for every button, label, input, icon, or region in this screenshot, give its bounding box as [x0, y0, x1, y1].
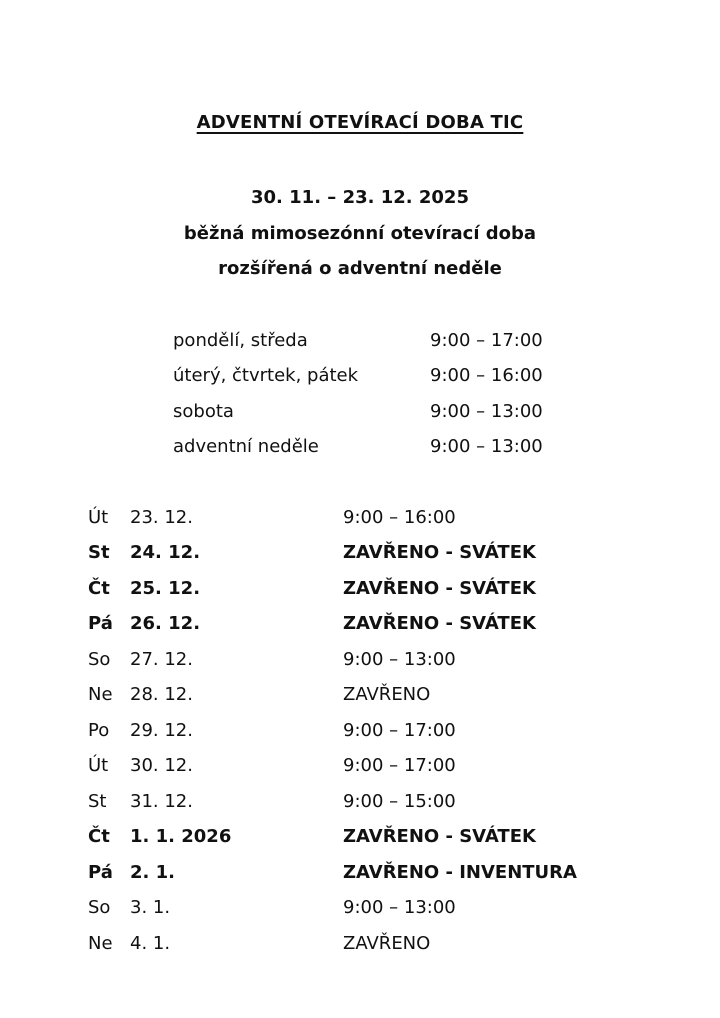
hours-value: 9:00 – 17:00 [430, 329, 543, 351]
schedule-row [0, 926, 720, 962]
regular-hours-table [0, 323, 720, 465]
date-cell: 27. 12. [130, 648, 193, 670]
schedule-row [0, 571, 720, 607]
status-cell: 9:00 – 13:00 [343, 648, 456, 670]
regular-hours-row [0, 323, 720, 359]
weekday-label: úterý, čtvrtek, pátek [173, 365, 359, 386]
date-cell: 23. 12. [130, 506, 193, 528]
schedule-row [0, 890, 720, 926]
status-cell: ZAVŘENO - INVENTURA [343, 861, 577, 883]
schedule-row [0, 784, 720, 820]
schedule-row [0, 819, 720, 855]
day-cell: Pá [88, 613, 113, 634]
date-cell: 31. 12. [130, 790, 193, 812]
day-cell: So [88, 897, 111, 918]
date-cell: 30. 12. [130, 755, 193, 776]
schedule-row [0, 748, 720, 784]
status-cell: 9:00 – 17:00 [343, 719, 456, 741]
date-cell: 24. 12. [130, 542, 201, 563]
status-cell: 9:00 – 13:00 [343, 897, 456, 918]
weekday-label: adventní neděle [173, 436, 319, 457]
status-cell: ZAVŘENO [343, 684, 431, 705]
daily-schedule-table [0, 500, 720, 962]
page-title: ADVENTNÍ OTEVÍRACÍ DOBA TIC [196, 112, 524, 133]
schedule-row [0, 606, 720, 642]
schedule-row [0, 500, 720, 536]
status-cell: ZAVŘENO - SVÁTEK [343, 826, 536, 847]
date-cell: 4. 1. [130, 932, 171, 954]
schedule-row [0, 677, 720, 713]
date-cell: 2. 1. [130, 861, 175, 883]
date-range: 30. 11. – 23. 12. 2025 [251, 187, 469, 208]
hours-value: 9:00 – 16:00 [430, 365, 543, 386]
status-cell: 9:00 – 17:00 [343, 755, 456, 776]
subtitle-line: běžná mimosezónní otevírací doba [183, 222, 537, 244]
regular-hours-row [0, 394, 720, 430]
regular-hours-row [0, 429, 720, 465]
status-cell: ZAVŘENO - SVÁTEK [343, 577, 536, 599]
day-cell: Út [88, 755, 109, 776]
date-cell: 25. 12. [130, 577, 201, 599]
day-cell: St [88, 790, 107, 812]
schedule-row [0, 713, 720, 749]
day-cell: So [88, 648, 111, 670]
status-cell: ZAVŘENO - SVÁTEK [343, 613, 536, 634]
date-cell: 3. 1. [130, 897, 171, 918]
subtitle-block [0, 180, 720, 287]
day-cell: Ne [88, 932, 113, 954]
status-cell: 9:00 – 15:00 [343, 790, 456, 812]
day-cell: Po [88, 719, 110, 741]
day-cell: St [88, 542, 110, 563]
status-cell: ZAVŘENO - SVÁTEK [343, 542, 536, 563]
date-cell: 29. 12. [130, 719, 193, 741]
schedule-row [0, 535, 720, 571]
schedule-row [0, 855, 720, 891]
hours-value: 9:00 – 13:00 [430, 400, 543, 422]
day-cell: Út [88, 506, 109, 528]
day-cell: Ne [88, 684, 113, 705]
regular-hours-row [0, 358, 720, 394]
date-cell: 26. 12. [130, 613, 201, 634]
status-cell: 9:00 – 16:00 [343, 506, 456, 528]
hours-value: 9:00 – 13:00 [430, 436, 543, 457]
day-cell: Čt [88, 826, 110, 847]
day-cell: Pá [88, 861, 113, 883]
status-cell: ZAVŘENO [343, 932, 431, 954]
date-cell: 28. 12. [130, 684, 193, 705]
weekday-label: sobota [173, 400, 234, 422]
subtitle-line: rozšířená o adventní neděle [218, 258, 502, 279]
date-cell: 1. 1. 2026 [130, 826, 232, 847]
schedule-row [0, 642, 720, 678]
weekday-label: pondělí, středa [173, 329, 308, 351]
day-cell: Čt [88, 577, 110, 599]
